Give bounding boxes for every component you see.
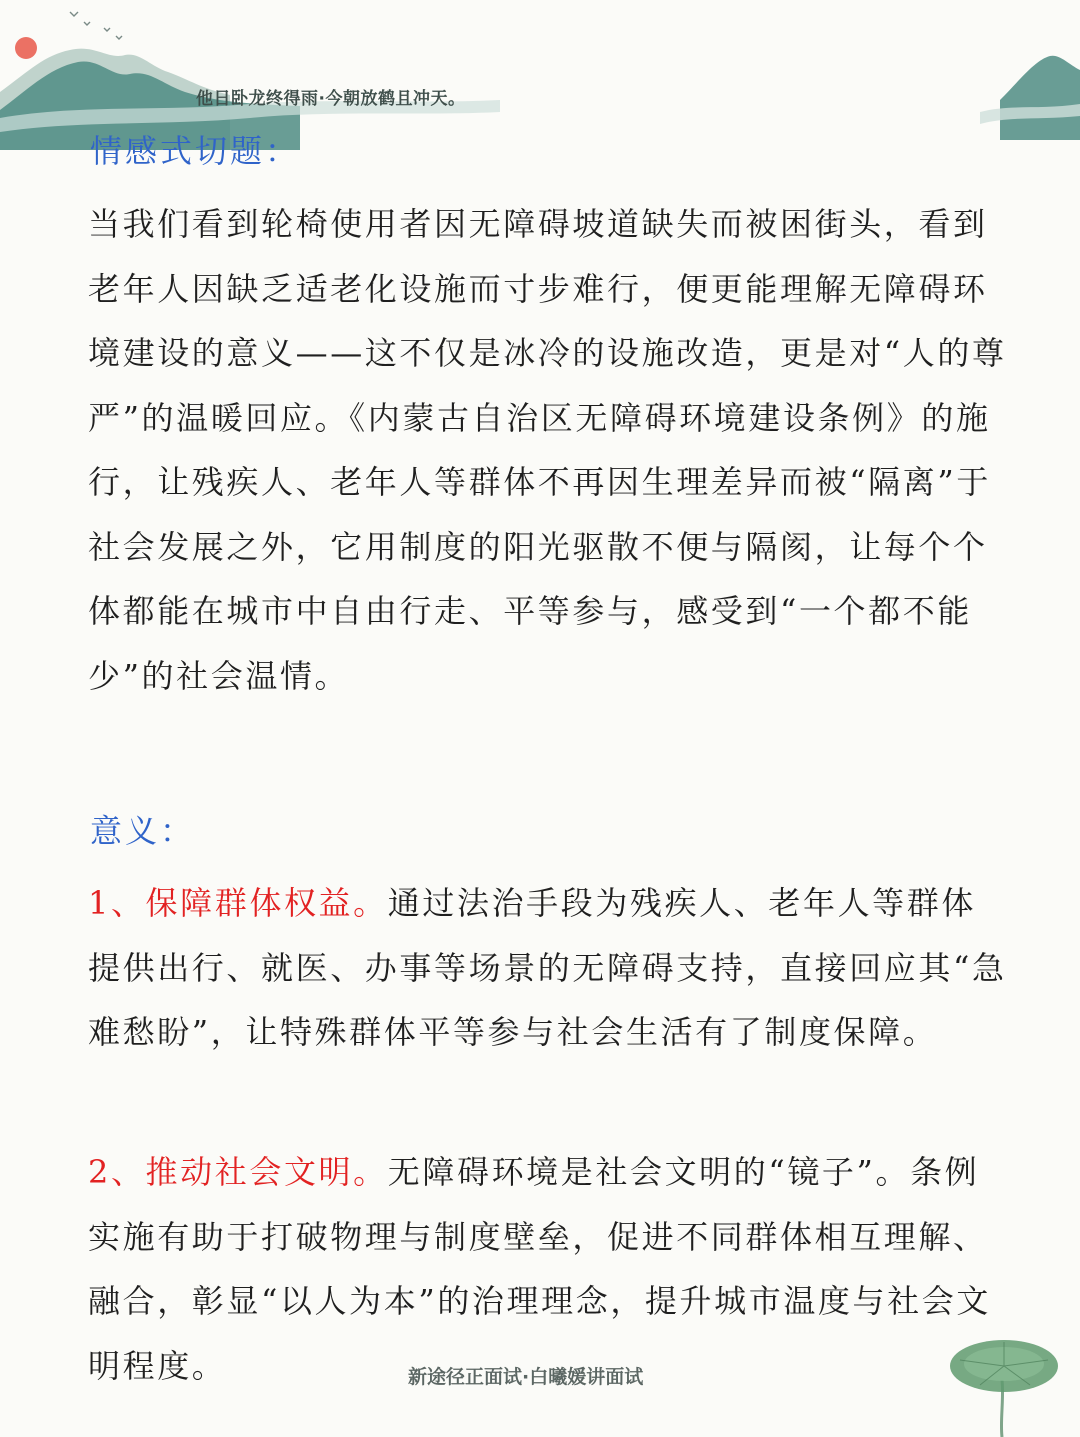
point-2-paragraph bbox=[88, 1140, 1008, 1398]
lotus-leaf-icon bbox=[940, 1330, 1080, 1437]
landscape-top-right bbox=[980, 20, 1080, 140]
header-motto: 他日卧龙终得雨·今朝放鹤且冲天。 bbox=[196, 89, 466, 109]
mountain-right-shape bbox=[1000, 56, 1080, 140]
footer-brand: 新途径正面试·白曦媛讲面试 bbox=[408, 1366, 644, 1388]
section-title-emotional: 情感式切题： bbox=[90, 132, 301, 170]
red-sun-icon bbox=[15, 37, 37, 59]
point-2-heading: 2、推动社会文明。 bbox=[88, 1153, 388, 1191]
bird-flock-icon bbox=[70, 12, 122, 39]
emotional-paragraph: 当我们看到轮椅使用者因无障碍坡道缺失而被困街头，看到老年人因缺乏适老化设施而寸步难行，便更能理解无障碍环境建设的意义——这不仅是冰冷的设施改造，更是对“人的尊严”的温暖回应。《内蒙古自治区无障碍环境建设条例》的施行，让残疾人、老年人等群体不再因生理差异而被“隔离”于社会发展之外，它用制度的阳光驱散不便与隔阂，让每个个体都能在城市中自由行走、平等参与，感受到“一个都不能少”的社会温情。 bbox=[88, 205, 1007, 695]
section-title-significance: 意义： bbox=[90, 812, 196, 850]
point-2-body: 无障碍环境是社会文明的“镜子”。条例实施有助于打破物理与制度壁垒，促进不同群体相互理解、融合，彰显“以人为本”的治理理念，提升城市温度与社会文明程度。 bbox=[88, 1153, 991, 1385]
point-1-body: 通过法治手段为残疾人、老年人等群体提供出行、就医、办事等场景的无障碍支持，直接回应其“急难愁盼”，让特殊群体平等参与社会生活有了制度保障。 bbox=[88, 884, 1007, 1051]
point-1-paragraph bbox=[88, 871, 1008, 1065]
point-1-heading: 1、保障群体权益。 bbox=[88, 884, 388, 922]
